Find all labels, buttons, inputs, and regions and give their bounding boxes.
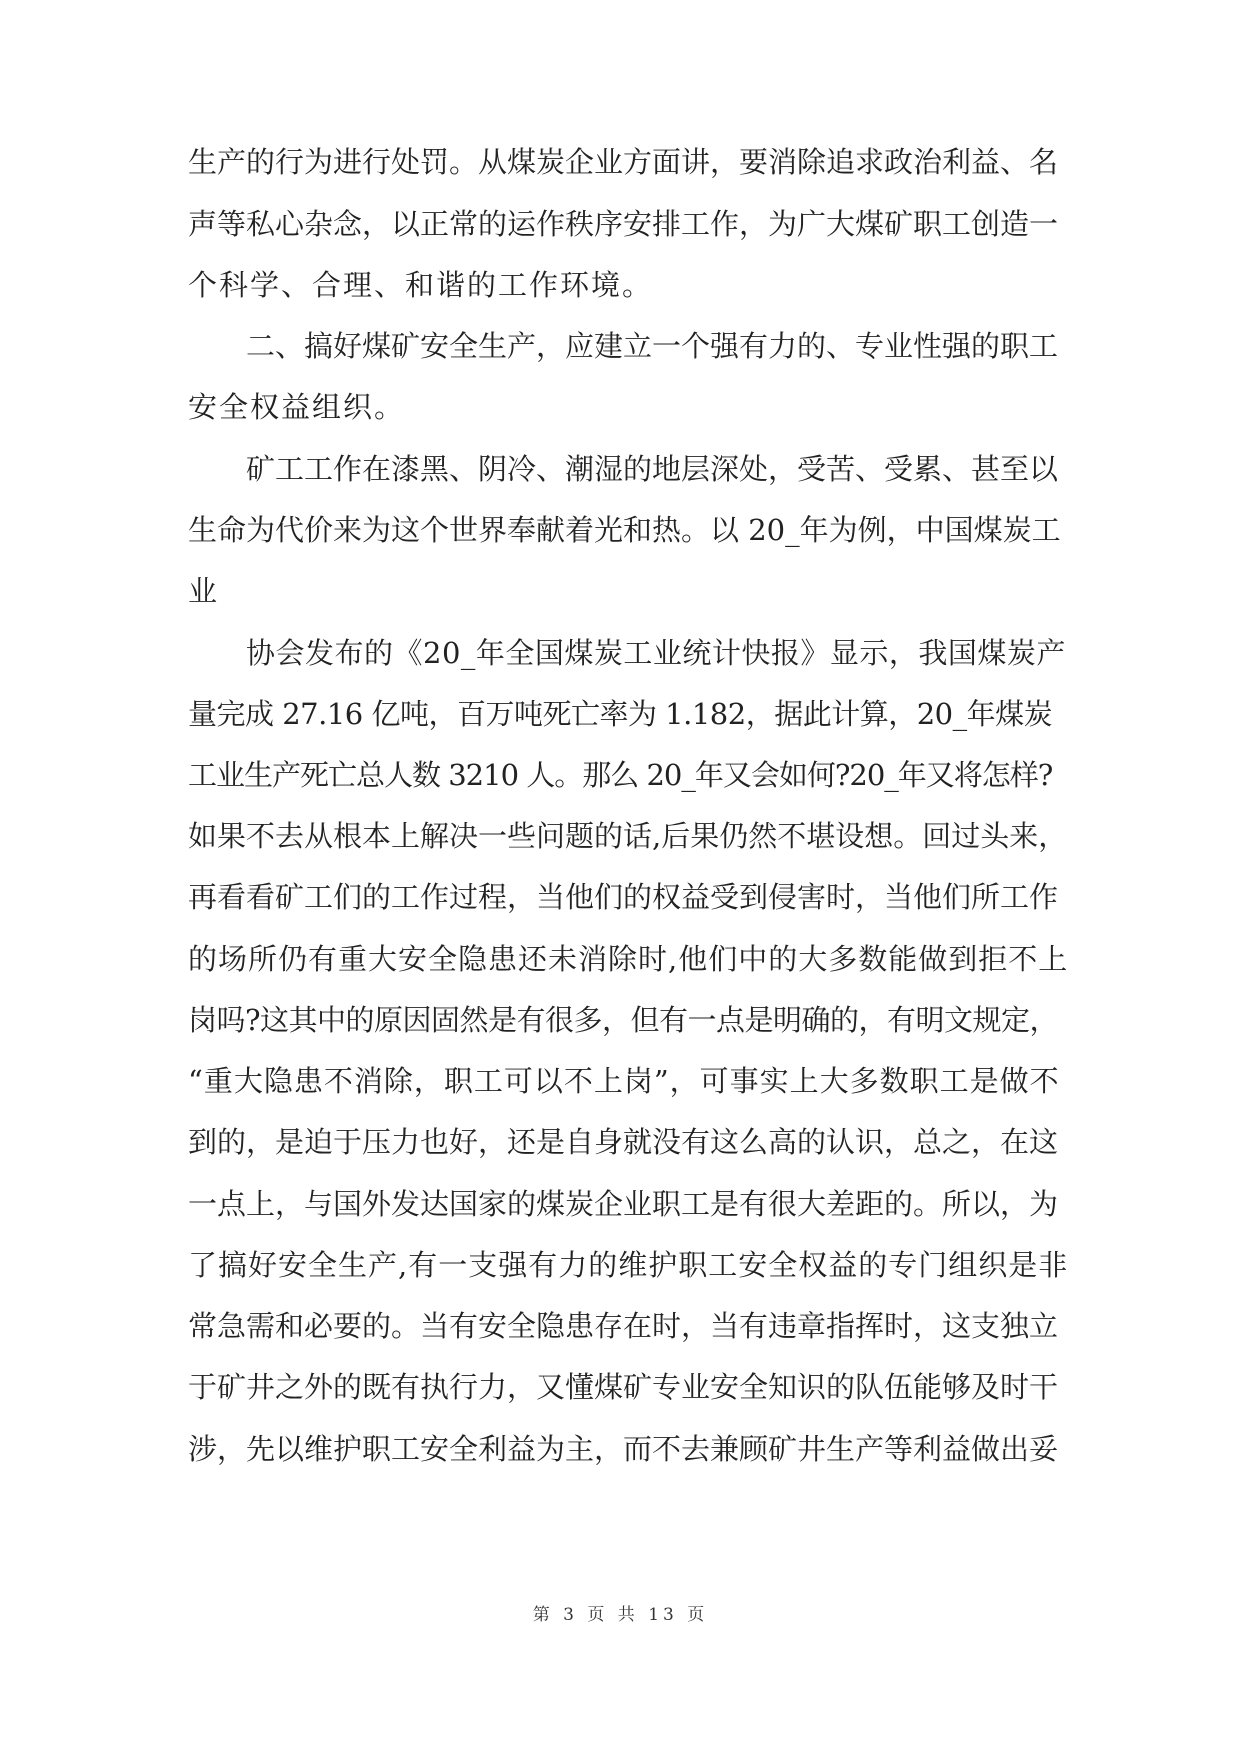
body-text-line: 了搞好安全生产,有一支强有力的维护职工安全权益的专门组织是非 [188, 1248, 1069, 1282]
body-text-line: 一点上，与国外发达国家的煤炭企业职工是有很大差距的。所以，为 [188, 1187, 1059, 1221]
body-text-line: 矿工工作在漆黑、阴冷、潮湿的地层深处，受苦、受累、甚至以 [246, 452, 1059, 486]
body-text-line: 的场所仍有重大安全隐患还未消除时,他们中的大多数能做到拒不上 [188, 942, 1069, 976]
body-text-line: 于矿井之外的既有执行力，又懂煤矿专业安全知识的队伍能够及时干 [188, 1370, 1059, 1404]
body-text-line: 生命为代价来为这个世界奉献着光和热。以 20_年为例，中国煤炭工 [188, 513, 1061, 547]
body-text-line: 岗吗?这其中的原因固然是有很多，但有一点是明确的，有明文规定， [188, 1003, 1059, 1037]
body-text-line: 常急需和必要的。当有安全隐患存在时，当有违章指挥时，这支独立 [188, 1309, 1059, 1343]
body-text-line: “重大隐患不消除，职工可以不上岗”，可事实上大多数职工是做不 [188, 1064, 1060, 1098]
section-heading-line: 二、搞好煤矿安全生产，应建立一个强有力的、专业性强的职工 [246, 329, 1059, 363]
body-text-line: 声等私心杂念，以正常的运作秩序安排工作，为广大煤矿职工创造一 [188, 207, 1059, 241]
body-text-line: 量完成 27.16 亿吨，百万吨死亡率为 1.182，据此计算，20_年煤炭 [188, 697, 1053, 731]
body-text-line: 个科学、合理、和谐的工作环境。 [188, 268, 654, 302]
body-text-line: 涉，先以维护职工安全利益为主，而不去兼顾矿井生产等利益做出妥 [188, 1432, 1059, 1466]
body-text-line: 生产的行为进行处罚。从煤炭企业方面讲，要消除追求政治利益、名 [188, 145, 1059, 179]
body-text-line: 再看看矿工们的工作过程，当他们的权益受到侵害时，当他们所工作 [188, 880, 1059, 914]
section-heading-line: 安全权益组织。 [188, 390, 406, 424]
body-text-line: 工业生产死亡总人数 3210 人。那么 20_年又会如何?20_年又将怎样? [188, 758, 1053, 792]
body-text-line: 协会发布的《20_年全国煤炭工业统计快报》显示，我国煤炭产 [246, 636, 1066, 670]
body-text-line: 到的，是迫于压力也好，还是自身就没有这么高的认识，总之，在这 [188, 1125, 1059, 1159]
page-number-footer: 第 3 页 共 13 页 [532, 1605, 709, 1625]
body-text-line: 业 [188, 574, 220, 608]
body-text-line: 如果不去从根本上解决一些问题的话,后果仍然不堪设想。回过头来， [188, 819, 1068, 853]
